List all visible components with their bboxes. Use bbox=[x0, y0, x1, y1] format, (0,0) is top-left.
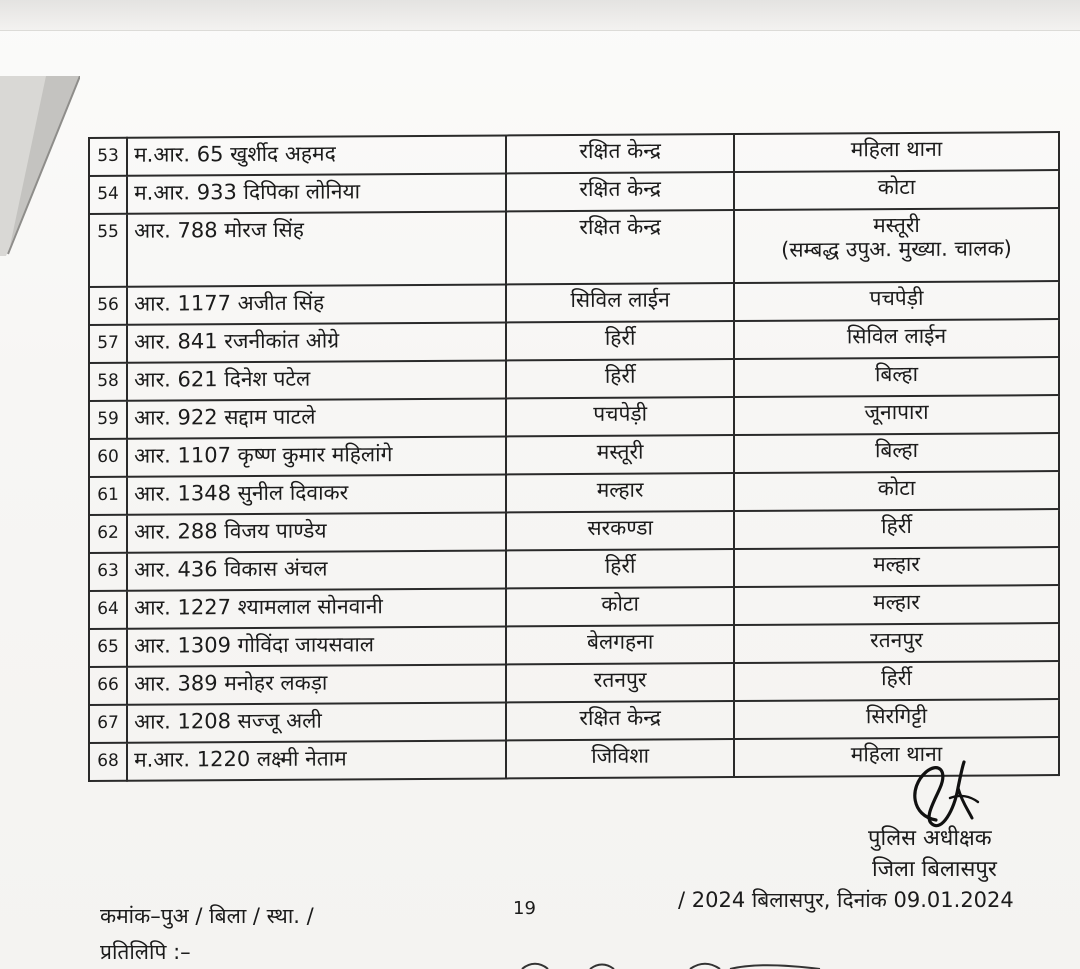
current-posting-cell-text: हिर्री bbox=[604, 553, 636, 578]
serial-number-cell bbox=[89, 553, 127, 591]
new-posting-cell-text: रतनपुर bbox=[870, 627, 923, 653]
current-posting-cell-text: रक्षित केन्द्र bbox=[579, 214, 661, 239]
current-posting-cell-text: सरकण्डा bbox=[587, 515, 653, 540]
signatory-designation: पुलिस अधीक्षक bbox=[868, 826, 992, 851]
current-posting-cell bbox=[506, 397, 734, 436]
order-reference: कमांक–पुअ / बिला / स्था. / bbox=[100, 904, 314, 928]
constable-name-cell bbox=[127, 360, 506, 400]
constable-name-cell bbox=[127, 398, 506, 438]
serial-number-cell bbox=[89, 667, 127, 705]
current-posting-cell-text: हिर्री bbox=[604, 325, 636, 350]
constable-name-cell-text: आर. 841 रजनीकांत ओग्रे bbox=[134, 328, 340, 354]
current-posting-cell-text: रतनपुर bbox=[593, 667, 647, 692]
current-posting-cell-text: मस्तूरी bbox=[596, 439, 644, 464]
new-posting-cell bbox=[734, 281, 1059, 321]
constable-name-cell-text: म.आर. 933 दिपिका लोनिया bbox=[134, 179, 361, 205]
constable-name-cell-text: आर. 1177 अजीत सिंह bbox=[134, 290, 325, 316]
table-row bbox=[89, 433, 1059, 477]
serial-number-cell bbox=[89, 214, 127, 287]
table-row bbox=[89, 623, 1059, 667]
new-posting-cell-text: कोटा bbox=[877, 174, 916, 200]
serial-number-cell bbox=[89, 138, 127, 176]
posting-attachment-note: (सम्बद्ध उपुअ. मुख्या. चालक) bbox=[781, 236, 1012, 262]
constable-name-cell bbox=[127, 626, 506, 666]
serial-number-cell-text: 68 bbox=[97, 750, 119, 771]
constable-name-cell-text: आर. 1227 श्यामलाल सोनवानी bbox=[134, 594, 383, 620]
current-posting-cell bbox=[506, 134, 734, 173]
new-posting-cell-text: हिर्री bbox=[881, 665, 912, 691]
current-posting-cell bbox=[506, 359, 734, 398]
constable-name-cell-text: आर. 1309 गोविंदा जायसवाल bbox=[134, 632, 375, 658]
constable-name-cell bbox=[127, 664, 506, 704]
new-posting-cell-text: महिला थाना bbox=[850, 136, 943, 162]
serial-number-cell-text: 62 bbox=[97, 522, 119, 543]
cut-off-next-line bbox=[520, 960, 840, 969]
new-posting-cell-text: मस्तूरी bbox=[873, 212, 920, 238]
constable-name-cell-text: आर. 1348 सुनील दिवाकर bbox=[134, 480, 349, 506]
constable-name-cell bbox=[127, 135, 506, 175]
new-posting-cell bbox=[734, 170, 1059, 210]
table-row bbox=[89, 585, 1059, 629]
serial-number-cell-text: 65 bbox=[97, 636, 119, 657]
constable-name-cell-text: आर. 788 मोरज सिंह bbox=[134, 217, 304, 243]
serial-number-cell-text: 66 bbox=[97, 674, 119, 695]
constable-name-cell-text: आर. 436 विकास अंचल bbox=[134, 556, 328, 582]
constable-name-cell-text: आर. 621 दिनेश पटेल bbox=[134, 366, 311, 392]
serial-number-cell bbox=[89, 705, 127, 743]
current-posting-cell-text: मल्हार bbox=[596, 477, 644, 502]
constable-name-cell bbox=[127, 588, 506, 628]
page-fold-shadow bbox=[0, 76, 80, 256]
new-posting-cell bbox=[734, 547, 1059, 587]
constable-name-cell bbox=[127, 173, 506, 213]
new-posting-cell bbox=[734, 509, 1059, 549]
current-posting-cell bbox=[506, 172, 734, 211]
current-posting-cell bbox=[506, 210, 734, 284]
new-posting-cell bbox=[734, 661, 1059, 701]
constable-name-cell-text: आर. 288 विजय पाण्डेय bbox=[134, 518, 327, 544]
new-posting-cell bbox=[734, 132, 1059, 172]
constable-name-cell bbox=[127, 474, 506, 514]
new-posting-cell bbox=[734, 699, 1059, 739]
constable-name-cell bbox=[127, 284, 506, 324]
serial-number-cell-text: 59 bbox=[97, 408, 119, 429]
new-posting-cell bbox=[734, 357, 1059, 397]
table-row bbox=[89, 471, 1059, 515]
serial-number-cell bbox=[89, 176, 127, 214]
constable-name-cell bbox=[127, 512, 506, 552]
new-posting-cell bbox=[734, 395, 1059, 435]
constable-name-cell bbox=[127, 702, 506, 742]
constable-name-cell-text: आर. 1107 कृष्ण कुमार महिलांगे bbox=[134, 442, 393, 468]
serial-number-cell-text: 58 bbox=[97, 370, 119, 391]
current-posting-cell-text: रक्षित केन्द्र bbox=[579, 705, 661, 730]
table-row bbox=[89, 319, 1059, 363]
serial-number-cell-text: 57 bbox=[97, 332, 119, 353]
new-posting-cell-text: मल्हार bbox=[873, 589, 920, 615]
serial-number-cell-text: 55 bbox=[97, 221, 119, 242]
current-posting-cell-text: पचपेड़ी bbox=[593, 401, 648, 426]
new-posting-cell bbox=[734, 208, 1059, 283]
new-posting-cell bbox=[734, 585, 1059, 625]
new-posting-cell-text: सिविल लाईन bbox=[846, 323, 947, 349]
current-posting-cell-text: बेलगहना bbox=[586, 629, 654, 654]
new-posting-cell-text: पचपेड़ी bbox=[869, 285, 924, 311]
serial-number-cell bbox=[89, 401, 127, 439]
serial-number-cell bbox=[89, 363, 127, 401]
new-posting-cell-text: मल्हार bbox=[873, 551, 920, 577]
table-row bbox=[89, 208, 1059, 287]
current-posting-cell bbox=[506, 511, 734, 550]
table-row bbox=[89, 170, 1059, 214]
current-posting-cell-text: सिविल लाईन bbox=[570, 287, 670, 313]
viewer-top-bar bbox=[0, 0, 1080, 31]
serial-number-cell-text: 60 bbox=[97, 446, 119, 467]
new-posting-cell-text: महिला थाना bbox=[850, 741, 943, 767]
current-posting-cell bbox=[506, 435, 734, 474]
current-posting-cell bbox=[506, 701, 734, 740]
constable-name-cell bbox=[127, 740, 506, 780]
constable-name-cell bbox=[127, 550, 506, 590]
new-posting-cell-text: हिर्री bbox=[881, 513, 912, 539]
table-row bbox=[89, 357, 1059, 401]
new-posting-cell-text: कोटा bbox=[877, 475, 916, 501]
serial-number-cell bbox=[89, 515, 127, 553]
constable-name-cell bbox=[127, 211, 506, 286]
new-posting-cell-text: सिरगिट्टी bbox=[865, 703, 928, 729]
table-row bbox=[89, 132, 1059, 176]
serial-number-cell-text: 54 bbox=[97, 183, 119, 204]
constable-name-cell bbox=[127, 322, 506, 362]
copy-to-label: प्रतिलिपि :– bbox=[100, 940, 191, 964]
current-posting-cell-text: हिर्री bbox=[604, 363, 636, 388]
current-posting-cell bbox=[506, 283, 734, 322]
table-row bbox=[89, 395, 1059, 439]
new-posting-cell bbox=[734, 737, 1059, 777]
new-posting-cell bbox=[734, 471, 1059, 511]
current-posting-cell-text: कोटा bbox=[601, 591, 639, 616]
constable-name-cell bbox=[127, 436, 506, 476]
serial-number-cell-text: 53 bbox=[97, 145, 119, 166]
table-row bbox=[89, 509, 1059, 553]
current-posting-cell-text: रक्षित केन्द्र bbox=[579, 176, 661, 201]
current-posting-cell bbox=[506, 473, 734, 512]
constable-name-cell-text: म.आर. 1220 लक्ष्मी नेताम bbox=[134, 746, 347, 772]
serial-number-cell-text: 64 bbox=[97, 598, 119, 619]
constable-name-cell-text: आर. 922 सद्दाम पाटले bbox=[134, 404, 316, 430]
serial-number-cell bbox=[89, 591, 127, 629]
table-row bbox=[89, 699, 1059, 743]
serial-number-cell bbox=[89, 287, 127, 325]
serial-number-cell bbox=[89, 477, 127, 515]
table-row bbox=[89, 281, 1059, 325]
table-row bbox=[89, 661, 1059, 705]
serial-number-cell bbox=[89, 629, 127, 667]
new-posting-cell-text: बिल्हा bbox=[874, 437, 919, 463]
current-posting-cell bbox=[506, 663, 734, 702]
serial-number-cell bbox=[89, 743, 127, 781]
serial-number-cell-text: 61 bbox=[97, 484, 119, 505]
current-posting-cell bbox=[506, 739, 734, 778]
table-row bbox=[89, 547, 1059, 591]
constable-name-cell-text: आर. 1208 सज्जू अली bbox=[134, 708, 322, 734]
new-posting-cell bbox=[734, 433, 1059, 473]
serial-number-cell bbox=[89, 325, 127, 363]
new-posting-cell-text: जूनापारा bbox=[864, 399, 929, 425]
current-posting-cell bbox=[506, 549, 734, 588]
serial-number-cell-text: 67 bbox=[97, 712, 119, 733]
new-posting-cell bbox=[734, 319, 1059, 359]
transfer-table bbox=[88, 131, 1060, 782]
page-number: 19 bbox=[513, 898, 536, 919]
signatory-district: जिला बिलासपुर bbox=[872, 857, 997, 882]
new-posting-cell bbox=[734, 623, 1059, 663]
serial-number-cell-text: 63 bbox=[97, 560, 119, 581]
order-date-line: / 2024 बिलासपुर, दिनांक 09.01.2024 bbox=[678, 888, 1014, 912]
current-posting-cell bbox=[506, 321, 734, 360]
constable-name-cell-text: म.आर. 65 खुर्शीद अहमद bbox=[134, 141, 336, 167]
new-posting-cell-text: बिल्हा bbox=[874, 361, 919, 387]
serial-number-cell-text: 56 bbox=[97, 294, 119, 315]
current-posting-cell-text: जिविशा bbox=[591, 743, 650, 768]
current-posting-cell-text: रक्षित केन्द्र bbox=[579, 138, 661, 163]
constable-name-cell-text: आर. 389 मनोहर लकड़ा bbox=[134, 670, 328, 696]
serial-number-cell bbox=[89, 439, 127, 477]
current-posting-cell bbox=[506, 587, 734, 626]
current-posting-cell bbox=[506, 625, 734, 664]
